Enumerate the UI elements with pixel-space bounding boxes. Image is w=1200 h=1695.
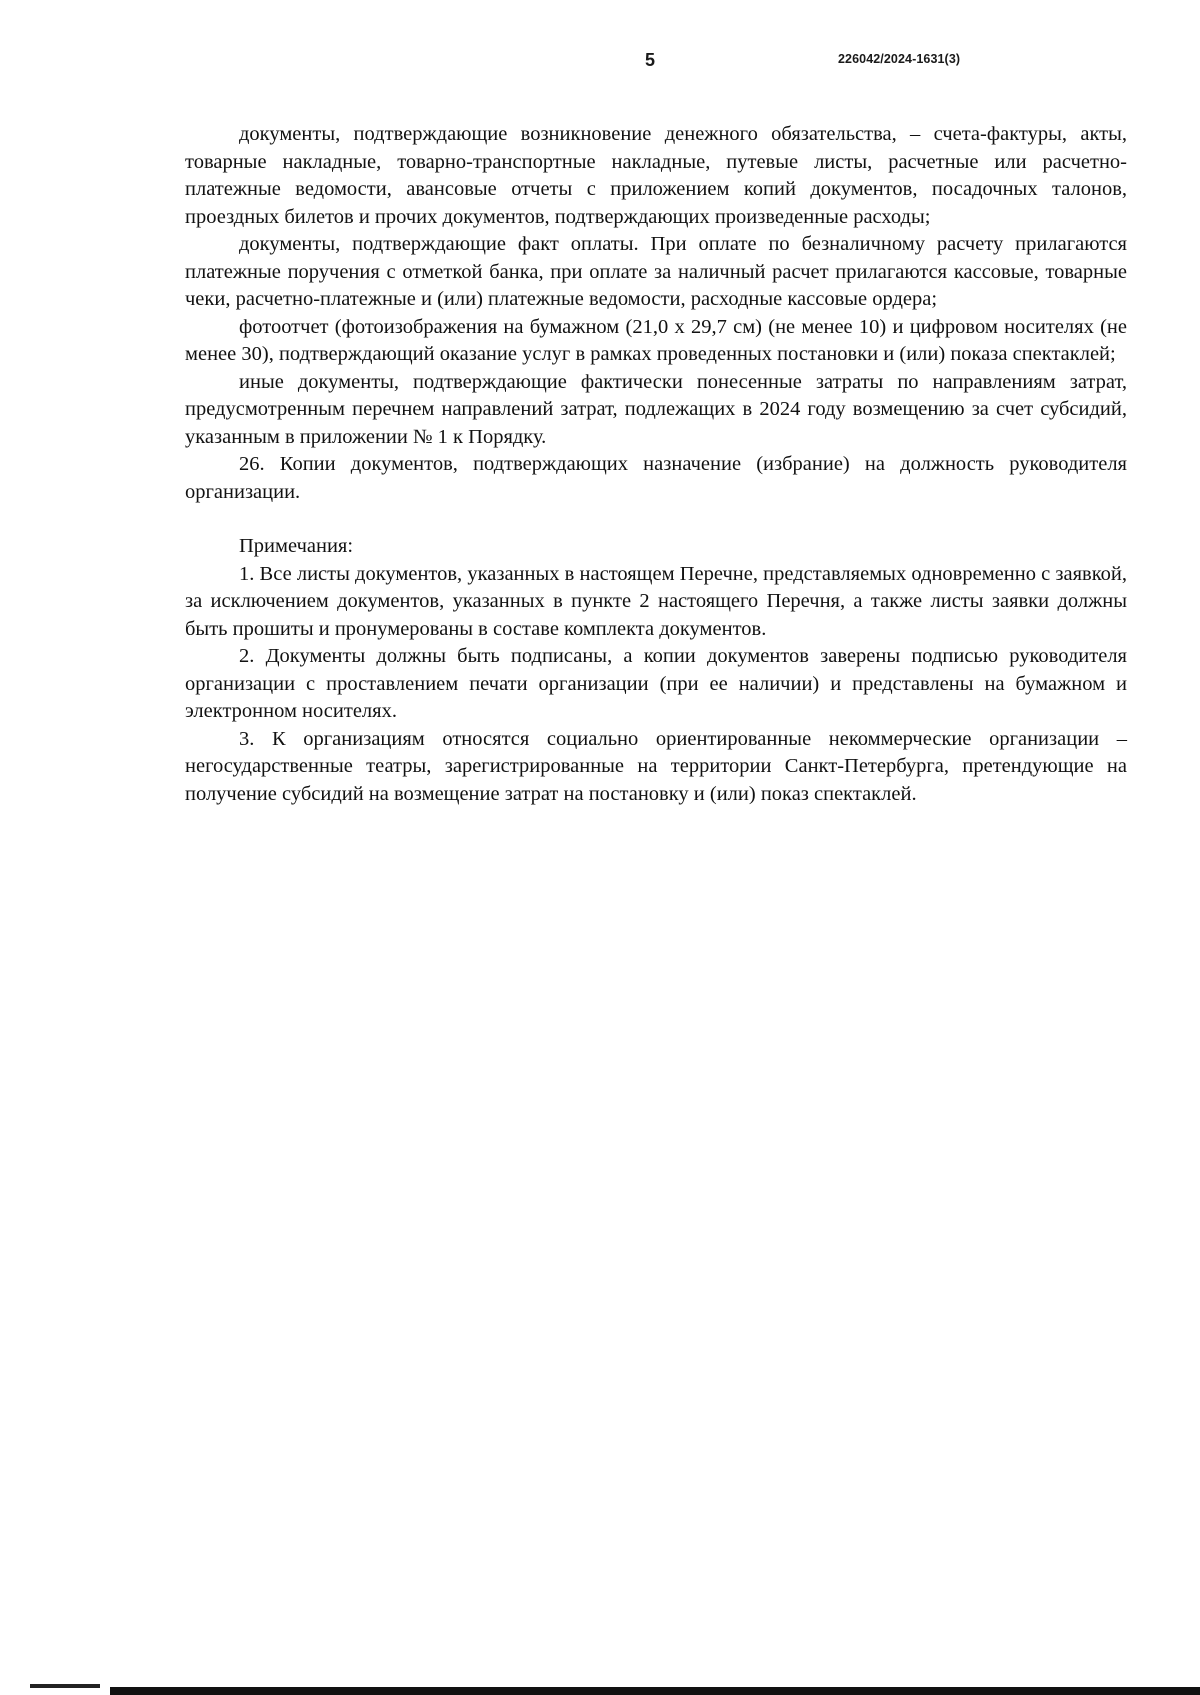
notes-heading: Примечания: [239, 535, 354, 557]
scan-bottom-edge [110, 1687, 1200, 1695]
note-item-3: 3. К организациям относятся социально ориентированные некоммерческие организации – негосударственные театры, зарегистрированные на территории Санкт-Петербурга, претендующие на получение субсидий на возмещение затрат на постановку и (или) показ спектаклей. [185, 727, 1127, 805]
paragraph-other-documents: иные документы, подтверждающие фактически понесенные затраты по направлениям затрат, предусмотренным перечнем направлений затрат, подлежащих в 2024 году возмещению за счет субсидий, указанным в приложении № 1 к Порядку. [185, 370, 1127, 448]
note-item-1: 1. Все листы документов, указанных в настоящем Перечне, представляемых одновременно с заявкой, за исключением документов, указанных в пункте 2 настоящего Перечня, а также листы заявки должны быть прошиты и пронумерованы в составе комплекта документов. [185, 562, 1127, 640]
paragraph-item-26: 26. Копии документов, подтверждающих назначение (избрание) на должность руководителя организации. [185, 453, 1127, 503]
paragraph-payment-documents: документы, подтверждающие факт оплаты. При оплате по безналичному расчету прилагаются платежные поручения с отметкой банка, при оплате за наличный расчет прилагаются кассовые, товарные чеки, расчетно-платежные и (или) платежные ведомости, расходные кассовые ордера; [185, 233, 1127, 310]
note-item-2: 2. Документы должны быть подписаны, а копии документов заверены подписью руководителя организации с проставлением печати организации (при ее наличии) и представлены на бумажном и электронном носителях. [185, 645, 1127, 722]
paragraph-debt-documents: документы, подтверждающие возникновение денежного обязательства, – счета-фактуры, акты, товарные накладные, товарно-транспортные накладные, путевые листы, расчетные или расчетно-платежные ведомости, авансовые отчеты с приложением копий документов, посадочных талонов, проездных билетов и прочих документов, подтверждающих произведенные расходы; [185, 123, 1127, 228]
page-number: 5 [645, 50, 656, 70]
document-body [185, 121, 1127, 808]
paragraph-photo-report: фотоотчет (фотоизображения на бумажном (21,0 х 29,7 см) (не менее 10) и цифровом носителях (не менее 30), подтверждающий оказание услуг в рамках проведенных постановки и (или) показа спектаклей; [185, 315, 1127, 365]
document-id: 226042/2024-1631(3) [838, 52, 961, 66]
scan-edge-mark [30, 1684, 100, 1688]
